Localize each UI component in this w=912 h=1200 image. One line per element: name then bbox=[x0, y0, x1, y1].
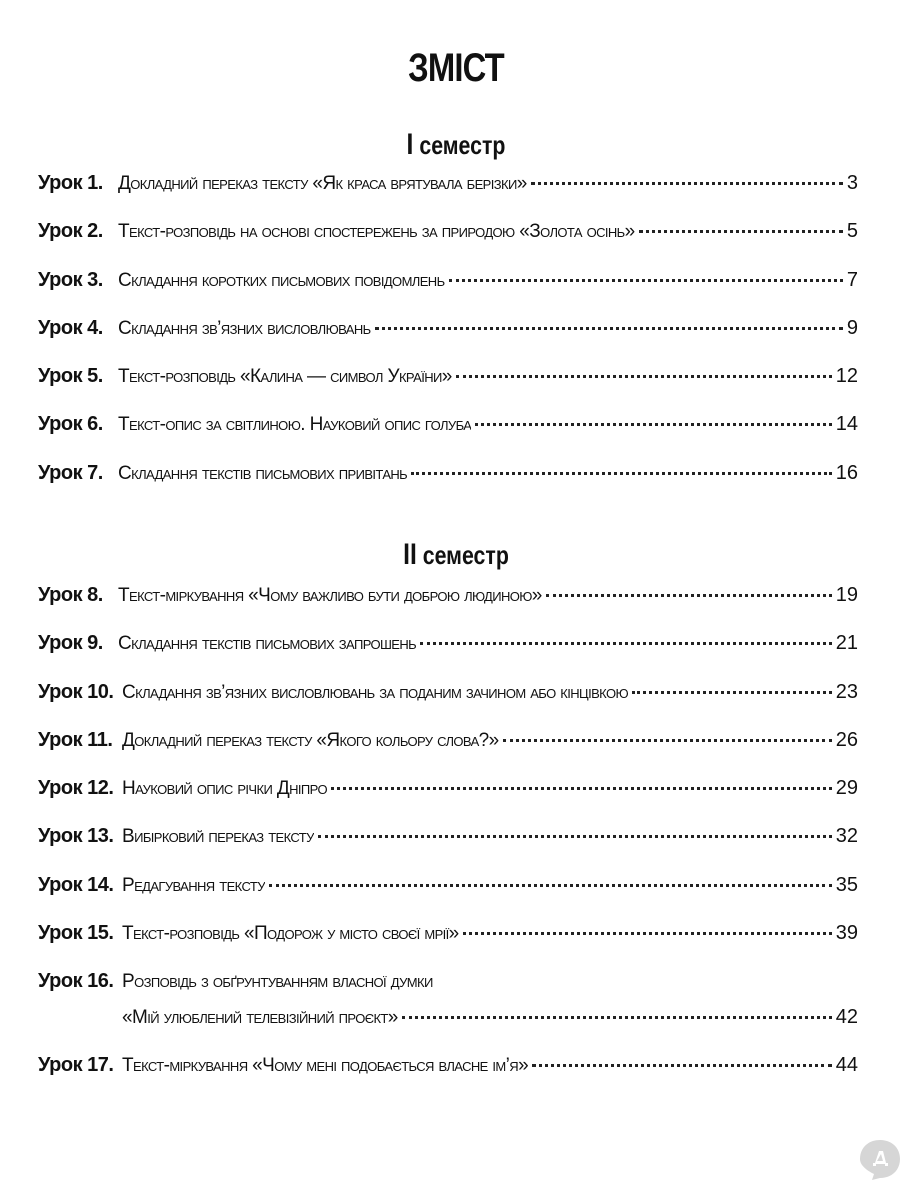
toc-row[interactable] bbox=[38, 632, 858, 680]
page-title: ЗМІСТ bbox=[408, 46, 504, 90]
toc-row[interactable] bbox=[38, 172, 858, 220]
page-number: 44 bbox=[835, 1054, 858, 1077]
dot-leader bbox=[269, 884, 832, 887]
toc-row[interactable] bbox=[38, 681, 858, 729]
toc-row[interactable] bbox=[38, 269, 858, 317]
lesson-number: Урок 2. bbox=[38, 220, 103, 243]
lesson-number: Урок 12. bbox=[38, 777, 114, 800]
toc-row[interactable] bbox=[38, 825, 858, 873]
page-number: 35 bbox=[835, 873, 858, 896]
lesson-number: Урок 6. bbox=[38, 413, 103, 436]
dot-leader bbox=[402, 1016, 832, 1019]
lesson-title: Текст-розповідь «Подорож у місто своєї мрії» bbox=[122, 923, 459, 945]
lesson-number: Урок 1. bbox=[38, 172, 103, 194]
toc-row-line-2 bbox=[38, 1006, 858, 1054]
toc-row[interactable] bbox=[38, 922, 858, 970]
lesson-title: Докладний переказ тексту «Як краса врятувала берізки» bbox=[118, 173, 527, 194]
dot-leader bbox=[532, 1064, 832, 1067]
toc-row[interactable] bbox=[38, 584, 858, 632]
dot-leader bbox=[503, 739, 832, 742]
semester-1-heading bbox=[82, 128, 830, 162]
toc-row[interactable] bbox=[38, 729, 858, 777]
dot-leader bbox=[449, 279, 843, 282]
page-number: 26 bbox=[835, 728, 858, 751]
dot-leader bbox=[331, 787, 832, 790]
page-number: 9 bbox=[846, 316, 858, 339]
lesson-title: Текст-міркування «Чому мені подобається власне ім’я» bbox=[122, 1055, 529, 1077]
lesson-number: Урок 17. bbox=[38, 1054, 114, 1077]
lesson-number: Урок 7. bbox=[38, 461, 103, 484]
dot-leader bbox=[639, 230, 843, 233]
semester-1-word: семестр bbox=[419, 130, 506, 160]
page-number: 29 bbox=[835, 777, 858, 800]
dot-leader bbox=[632, 691, 832, 694]
lesson-title: Текст-розповідь на основі спостережень за природою «Золота осінь» bbox=[118, 221, 635, 243]
page-number: 42 bbox=[835, 1006, 858, 1029]
dot-leader bbox=[546, 594, 832, 597]
page-number: 7 bbox=[846, 268, 858, 291]
lesson-number: Урок 14. bbox=[38, 873, 114, 896]
page-number: 23 bbox=[835, 680, 858, 703]
lesson-title: Розповідь з обґрунтуванням власної думки bbox=[122, 971, 433, 993]
toc-row[interactable] bbox=[38, 1054, 858, 1102]
lesson-title: Складання зв’язних висловлювань за поданим зачином або кінцівкою bbox=[122, 681, 629, 703]
semester-2-numeral: II bbox=[403, 538, 417, 571]
dot-leader bbox=[411, 472, 832, 475]
toc-row[interactable] bbox=[38, 220, 858, 268]
toc-row-line-1 bbox=[38, 970, 858, 1006]
page-number: 14 bbox=[835, 413, 858, 436]
lesson-title: Докладний переказ тексту «Якого кольору слова?» bbox=[122, 729, 499, 751]
toc-row[interactable] bbox=[38, 777, 858, 825]
toc-row[interactable] bbox=[38, 970, 858, 1054]
lesson-title: Вибірковий переказ тексту bbox=[122, 826, 314, 848]
lesson-number: Урок 9. bbox=[38, 632, 103, 655]
lesson-title: Редагування тексту bbox=[122, 874, 265, 896]
semester-1-numeral: I bbox=[406, 128, 414, 161]
lesson-title: Складання текстів письмових привітань bbox=[118, 462, 408, 484]
lesson-number: Урок 10. bbox=[38, 680, 114, 703]
lesson-number: Урок 13. bbox=[38, 825, 114, 848]
toc-row[interactable] bbox=[38, 874, 858, 922]
dot-leader bbox=[475, 423, 831, 426]
dot-leader bbox=[318, 835, 832, 838]
lesson-number: Урок 15. bbox=[38, 922, 114, 945]
semester-1-lessons bbox=[38, 172, 858, 510]
semester-2-word: семестр bbox=[422, 540, 509, 570]
dot-leader bbox=[531, 182, 843, 185]
lesson-title-continued: «Мій улюблений телевізійний проєкт» bbox=[122, 1007, 398, 1029]
dot-leader bbox=[420, 642, 832, 645]
page-number: 3 bbox=[846, 172, 858, 194]
lesson-number: Урок 8. bbox=[38, 584, 103, 606]
toc-row[interactable] bbox=[38, 413, 858, 461]
dot-leader bbox=[456, 375, 832, 378]
lesson-title: Текст-опис за світлиною. Науковий опис голуба bbox=[118, 414, 472, 436]
page-number: 12 bbox=[835, 365, 858, 388]
toc-row[interactable] bbox=[38, 462, 858, 510]
lesson-title: Текст-міркування «Чому важливо бути доброю людиною» bbox=[118, 585, 542, 606]
lesson-number: Урок 5. bbox=[38, 365, 103, 388]
lesson-title: Складання коротких письмових повідомлень bbox=[118, 269, 445, 291]
page-number: 32 bbox=[835, 825, 858, 848]
lesson-number: Урок 3. bbox=[38, 268, 103, 291]
publisher-logo-icon bbox=[858, 1138, 902, 1182]
page-number: 19 bbox=[835, 584, 858, 606]
lesson-title: Текст-розповідь «Калина — символ України» bbox=[118, 366, 452, 388]
lesson-number: Урок 16. bbox=[38, 970, 114, 993]
toc-row[interactable] bbox=[38, 365, 858, 413]
page-number: 5 bbox=[846, 220, 858, 243]
lesson-title: Науковий опис річки Дніпро bbox=[122, 778, 327, 800]
toc-row[interactable] bbox=[38, 317, 858, 365]
semester-2-heading bbox=[82, 538, 830, 572]
page-number: 16 bbox=[835, 461, 858, 484]
lesson-title: Складання зв’язних висловлювань bbox=[118, 317, 371, 339]
dot-leader bbox=[375, 327, 843, 330]
dot-leader bbox=[463, 932, 832, 935]
lesson-number: Урок 11. bbox=[38, 728, 113, 751]
semester-2-lessons bbox=[38, 584, 858, 1103]
lesson-number: Урок 4. bbox=[38, 316, 103, 339]
page-number: 21 bbox=[835, 632, 858, 655]
lesson-title: Складання текстів письмових запрошень bbox=[118, 633, 417, 655]
page-number: 39 bbox=[835, 922, 858, 945]
